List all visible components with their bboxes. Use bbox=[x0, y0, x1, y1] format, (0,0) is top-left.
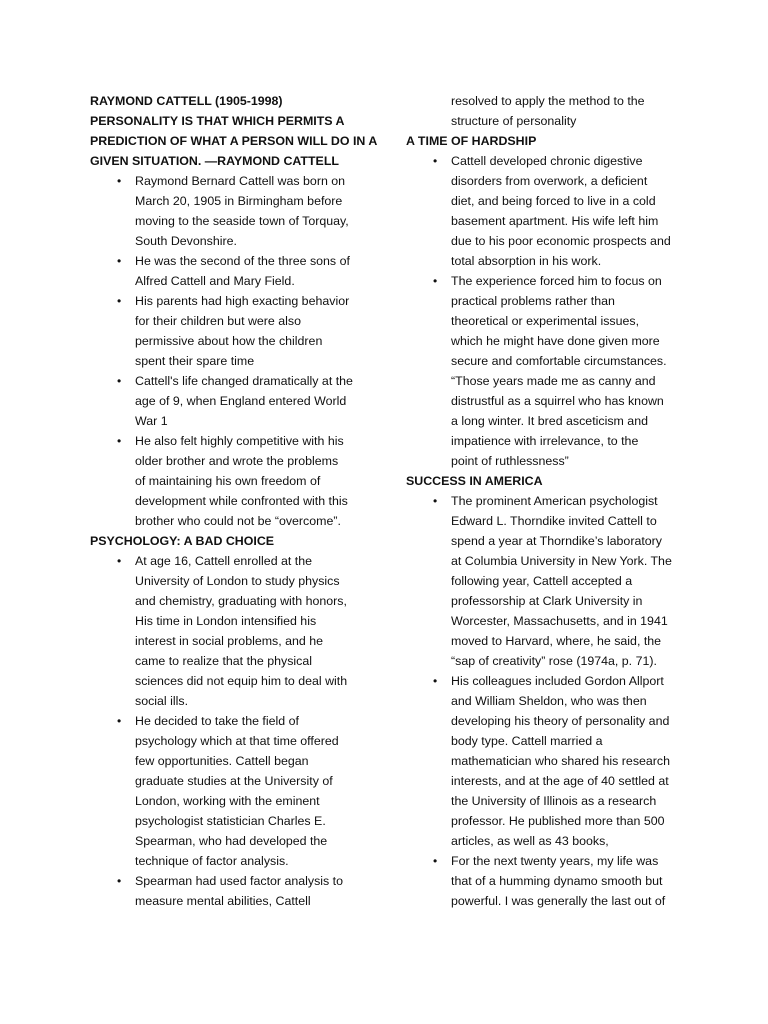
bullet-text-line: distrustful as a squirrel who has known bbox=[451, 394, 664, 408]
bullet-text-line: Raymond Bernard Cattell was born on bbox=[135, 174, 346, 188]
bullet-text-line: technique of factor analysis. bbox=[135, 854, 289, 868]
quote-line: GIVEN SITUATION. —RAYMOND CATTELL bbox=[90, 154, 339, 168]
bullet-text-line: moving to the seaside town of Torquay, bbox=[135, 214, 349, 228]
psychology-bullet-item bbox=[90, 871, 380, 911]
right-column bbox=[406, 91, 688, 911]
bullet-text-line: measure mental abilities, Cattell bbox=[135, 894, 311, 908]
bullet-text-line: Edward L. Thorndike invited Cattell to bbox=[451, 514, 657, 528]
bullet-text-line: came to realize that the physical bbox=[135, 654, 313, 668]
intro-bullet-item bbox=[90, 251, 380, 291]
bullet-text-line: developing his theory of personality and bbox=[451, 714, 670, 728]
bullet-text-line: London, working with the eminent bbox=[135, 794, 320, 808]
bullet-text-line: secure and comfortable circumstances. bbox=[451, 354, 667, 368]
bullet-icon: • bbox=[117, 254, 122, 268]
hardship-bullet-item bbox=[406, 271, 688, 471]
intro-bullet-item bbox=[90, 431, 380, 531]
bullet-icon: • bbox=[117, 874, 122, 888]
bullet-text-line: He decided to take the field of bbox=[135, 714, 299, 728]
bullet-text-line: Alfred Cattell and Mary Field. bbox=[135, 274, 295, 288]
bullet-text-line: psychologist statistician Charles E. bbox=[135, 814, 326, 828]
bullet-text-line: total absorption in his work. bbox=[451, 254, 602, 268]
bullet-text-line: spent their spare time bbox=[135, 354, 255, 368]
bullet-text-line: The experience forced him to focus on bbox=[451, 274, 662, 288]
bullet-text-line: disorders from overwork, a deficient bbox=[451, 174, 648, 188]
intro-bullet-item bbox=[90, 371, 380, 431]
intro-bullet-item bbox=[90, 171, 380, 251]
bullet-text-line: of maintaining his own freedom of bbox=[135, 474, 321, 488]
bullet-text-line: For the next twenty years, my life was bbox=[451, 854, 659, 868]
bullet-text-line: body type. Cattell married a bbox=[451, 734, 603, 748]
bullet-text-line: “Those years made me as canny and bbox=[451, 374, 656, 388]
bullet-text-line: He was the second of the three sons of bbox=[135, 254, 350, 268]
bullet-icon: • bbox=[117, 554, 122, 568]
bullet-text-line: due to his poor economic prospects and bbox=[451, 234, 671, 248]
bullet-text-line: brother who could not be “overcome”. bbox=[135, 514, 341, 528]
bullet-icon: • bbox=[117, 294, 122, 308]
bullet-text-line: which he might have done given more bbox=[451, 334, 660, 348]
bullet-text-line: spend a year at Thorndike’s laboratory bbox=[451, 534, 662, 548]
bullet-text-line: His time in London intensified his bbox=[135, 614, 317, 628]
bullet-text-line: development while confronted with this bbox=[135, 494, 348, 508]
bullet-text-line: a long winter. It bred asceticism and bbox=[451, 414, 648, 428]
bullet-text-line: Spearman had used factor analysis to bbox=[135, 874, 344, 888]
quote-line: PREDICTION OF WHAT A PERSON WILL DO IN A bbox=[90, 134, 378, 148]
bullet-icon: • bbox=[433, 854, 438, 868]
bullet-text-line: the University of Illinois as a research bbox=[451, 794, 657, 808]
bullet-text-line: and William Sheldon, who was then bbox=[451, 694, 647, 708]
bullet-text-line: graduate studies at the University of bbox=[135, 774, 333, 788]
bullet-text-line: interest in social problems, and he bbox=[135, 634, 324, 648]
bullet-text-line: He also felt highly competitive with his bbox=[135, 434, 344, 448]
bullet-text-line: interests, and at the age of 40 settled at bbox=[451, 774, 669, 788]
bullet-icon: • bbox=[433, 494, 438, 508]
bullet-text-line: psychology which at that time offered bbox=[135, 734, 339, 748]
bullet-text-line: His colleagues included Gordon Allport bbox=[451, 674, 664, 688]
section-heading-hardship: A TIME OF HARDSHIP bbox=[406, 134, 537, 148]
bullet-text-line: point of ruthlessness” bbox=[451, 454, 569, 468]
psychology-bullet-item bbox=[90, 551, 380, 711]
bullet-text-line: The prominent American psychologist bbox=[451, 494, 658, 508]
bullet-text-line: University of London to study physics bbox=[135, 574, 340, 588]
bullet-text-line: “sap of creativity” rose (1974a, p. 71). bbox=[451, 654, 657, 668]
document-title: RAYMOND CATTELL (1905-1998) bbox=[90, 94, 283, 108]
continuation-line: structure of personality bbox=[451, 114, 577, 128]
bullet-text-line: War 1 bbox=[135, 414, 168, 428]
section-heading-psychology: PSYCHOLOGY: A BAD CHOICE bbox=[90, 534, 275, 548]
bullet-icon: • bbox=[117, 374, 122, 388]
success-bullet-item bbox=[406, 851, 688, 911]
bullet-text-line: mathematician who shared his research bbox=[451, 754, 671, 768]
intro-bullet-item bbox=[90, 291, 380, 371]
bullet-text-line: articles, as well as 43 books, bbox=[451, 834, 609, 848]
psychology-bullet-item bbox=[90, 711, 380, 871]
bullet-text-line: at Columbia University in New York. The bbox=[451, 554, 672, 568]
bullet-text-line: His parents had high exacting behavior bbox=[135, 294, 350, 308]
bullet-text-line: social ills. bbox=[135, 694, 189, 708]
bullet-text-line: professorship at Clark University in bbox=[451, 594, 643, 608]
bullet-icon: • bbox=[117, 714, 122, 728]
bullet-text-line: age of 9, when England entered World bbox=[135, 394, 347, 408]
bullet-text-line: practical problems rather than bbox=[451, 294, 615, 308]
section-heading-success: SUCCESS IN AMERICA bbox=[406, 474, 543, 488]
bullet-text-line: for their children but were also bbox=[135, 314, 301, 328]
success-bullet-item bbox=[406, 491, 688, 671]
bullet-text-line: permissive about how the children bbox=[135, 334, 323, 348]
bullet-text-line: moved to Harvard, where, he said, the bbox=[451, 634, 662, 648]
bullet-text-line: few opportunities. Cattell began bbox=[135, 754, 309, 768]
bullet-text-line: March 20, 1905 in Birmingham before bbox=[135, 194, 343, 208]
bullet-text-line: theoretical or experimental issues, bbox=[451, 314, 640, 328]
bullet-icon: • bbox=[433, 154, 438, 168]
bullet-text-line: Worcester, Massachusetts, and in 1941 bbox=[451, 614, 668, 628]
bullet-text-line: Cattell's life changed dramatically at the bbox=[135, 374, 353, 388]
bullet-text-line: South Devonshire. bbox=[135, 234, 237, 248]
bullet-text-line: Spearman, who had developed the bbox=[135, 834, 328, 848]
bullet-text-line: older brother and wrote the problems bbox=[135, 454, 339, 468]
bullet-text-line: Cattell developed chronic digestive bbox=[451, 154, 643, 168]
bullet-text-line: At age 16, Cattell enrolled at the bbox=[135, 554, 313, 568]
quote-line: PERSONALITY IS THAT WHICH PERMITS A bbox=[90, 114, 345, 128]
success-bullet-item bbox=[406, 671, 688, 851]
left-column bbox=[90, 91, 380, 911]
bullet-text-line: and chemistry, graduating with honors, bbox=[135, 594, 347, 608]
bullet-text-line: that of a humming dynamo smooth but bbox=[451, 874, 663, 888]
bullet-icon: • bbox=[433, 674, 438, 688]
bullet-text-line: impatience with irrelevance, to the bbox=[451, 434, 639, 448]
bullet-icon: • bbox=[117, 174, 122, 188]
bullet-text-line: powerful. I was generally the last out of bbox=[451, 894, 666, 908]
bullet-text-line: sciences did not equip him to deal with bbox=[135, 674, 348, 688]
bullet-text-line: diet, and being forced to live in a cold bbox=[451, 194, 656, 208]
bullet-icon: • bbox=[117, 434, 122, 448]
bullet-text-line: professor. He published more than 500 bbox=[451, 814, 665, 828]
bullet-icon: • bbox=[433, 274, 438, 288]
bullet-text-line: basement apartment. His wife left him bbox=[451, 214, 659, 228]
hardship-bullet-item bbox=[406, 151, 688, 271]
bullet-text-line: following year, Cattell accepted a bbox=[451, 574, 633, 588]
continuation-line: resolved to apply the method to the bbox=[451, 94, 645, 108]
